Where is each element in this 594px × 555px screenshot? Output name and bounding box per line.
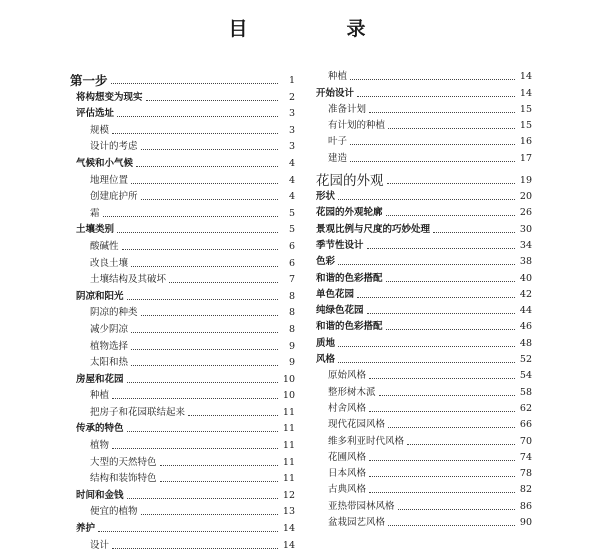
toc-entry-label: 传承的特色 <box>76 423 124 435</box>
toc-entry-page: 11 <box>282 473 295 485</box>
toc-entry-label: 花园的外观 <box>316 172 384 189</box>
toc-entry <box>316 147 532 163</box>
toc-entry-page: 6 <box>288 257 295 269</box>
toc-entry-page: 30 <box>519 223 532 235</box>
toc-entry-label: 种植 <box>90 390 110 402</box>
toc-entry <box>70 368 295 385</box>
toc-entry-page: 15 <box>519 120 532 132</box>
toc-entry-page: 9 <box>288 357 295 369</box>
toc-entry-label: 现代花园风格 <box>328 419 386 431</box>
dot-leader <box>141 514 278 515</box>
toc-entry-label: 种植 <box>328 71 348 83</box>
toc-entry-label: 质地 <box>316 337 336 349</box>
toc-entry-label: 开始设计 <box>316 87 355 99</box>
toc-entry-page: 16 <box>519 136 532 148</box>
toc-entry <box>70 517 295 534</box>
toc-entry <box>70 68 295 86</box>
dot-leader <box>350 161 515 162</box>
toc-entry <box>316 398 532 414</box>
dot-leader <box>141 199 278 200</box>
toc-entry <box>316 316 532 332</box>
dot-leader <box>122 249 278 250</box>
toc-entry <box>70 418 295 435</box>
toc-entry <box>70 451 295 468</box>
toc-entry-page: 11 <box>282 423 295 435</box>
dot-leader <box>433 232 515 233</box>
toc-entry-page: 20 <box>519 191 532 203</box>
toc-entry-label: 准备计划 <box>328 103 367 115</box>
dot-leader <box>136 166 278 167</box>
toc-entry-page: 9 <box>288 340 295 352</box>
dot-leader <box>338 346 515 347</box>
toc-entry-label: 植物 <box>90 440 110 452</box>
toc-entry-page: 78 <box>519 468 532 480</box>
toc-entry-label: 古典风格 <box>328 484 367 496</box>
toc-entry-page: 8 <box>288 290 295 302</box>
toc-entry-label: 花圃风格 <box>328 451 367 463</box>
toc-entry <box>70 352 295 369</box>
toc-entry-label: 阴凉和阳光 <box>76 290 124 302</box>
dot-leader <box>188 415 278 416</box>
toc-entry <box>316 66 532 82</box>
toc-entry <box>316 381 532 397</box>
toc-entry-label: 亚热带园林风格 <box>328 500 395 512</box>
dot-leader <box>117 232 278 233</box>
toc-entry <box>316 284 532 300</box>
toc-entry-label: 将构想变为现实 <box>76 91 143 103</box>
toc-entry-page: 11 <box>282 406 295 418</box>
toc-entry <box>70 302 295 319</box>
toc-entry-page: 14 <box>282 523 295 535</box>
toc-entry-label: 减少阴凉 <box>90 323 129 335</box>
dot-leader <box>350 79 515 80</box>
toc-entry-label: 景观比例与尺度的巧妙处理 <box>316 223 431 235</box>
toc-entry-page: 54 <box>519 370 532 382</box>
dot-leader <box>369 492 515 493</box>
toc-entry-label: 色彩 <box>316 256 336 268</box>
toc-entry-label: 有计划的种植 <box>328 120 386 132</box>
toc-entry-page: 4 <box>288 191 295 203</box>
toc-entry <box>316 479 532 495</box>
toc-entry-page: 10 <box>282 390 295 402</box>
toc-entry <box>316 115 532 131</box>
dot-leader <box>127 382 278 383</box>
toc-entry-label: 第一步 <box>70 73 108 88</box>
toc-entry-label: 太阳和热 <box>90 357 129 369</box>
toc-entry-page: 8 <box>288 323 295 335</box>
dot-leader <box>131 266 278 267</box>
toc-entry-label: 建造 <box>328 152 348 164</box>
toc-entry-page: 14 <box>519 71 532 83</box>
dot-leader <box>131 183 278 184</box>
toc-entry <box>70 501 295 518</box>
toc-entry <box>70 86 295 103</box>
toc-entry <box>70 186 295 203</box>
toc-entry <box>316 99 532 115</box>
toc-entry-page: 3 <box>288 108 295 120</box>
toc-entry-label: 把房子和花园联结起来 <box>90 406 186 418</box>
toc-entry-page: 70 <box>519 435 532 447</box>
dot-leader <box>379 395 515 396</box>
toc-entry <box>70 219 295 236</box>
toc-entry-page: 42 <box>519 288 532 300</box>
toc-entry-label: 土壤结构及其破坏 <box>90 274 167 286</box>
toc-entry-page: 14 <box>282 539 295 551</box>
page-title: 目 录 <box>228 18 406 40</box>
toc-entry <box>316 267 532 283</box>
toc-entry-page: 14 <box>519 87 532 99</box>
dot-leader <box>338 362 515 363</box>
dot-leader <box>112 133 278 134</box>
toc-entry-page: 15 <box>519 103 532 115</box>
toc-entry-page: 86 <box>519 500 532 512</box>
toc-entry-page: 5 <box>288 207 295 219</box>
toc-entry-page: 46 <box>519 321 532 333</box>
dot-leader <box>160 481 278 482</box>
toc-entry-page: 7 <box>288 274 295 286</box>
dot-leader <box>103 216 278 217</box>
dot-leader <box>367 313 515 314</box>
toc-entry-page: 1 <box>288 75 295 86</box>
dot-leader <box>160 465 278 466</box>
dot-leader <box>357 96 515 97</box>
dot-leader <box>146 100 278 101</box>
dot-leader <box>127 498 278 499</box>
toc-entry <box>316 131 532 147</box>
toc-entry-label: 房屋和花园 <box>76 373 124 385</box>
toc-entry-label: 便宜的植物 <box>90 506 138 518</box>
toc-entry <box>70 152 295 169</box>
toc-entry-page: 3 <box>288 141 295 153</box>
toc-entry <box>70 235 295 252</box>
toc-entry-label: 日本风格 <box>328 468 367 480</box>
toc-entry <box>316 463 532 479</box>
dot-leader <box>131 349 278 350</box>
toc-entry-page: 2 <box>288 91 295 103</box>
dot-leader <box>398 509 515 510</box>
dot-leader <box>127 299 278 300</box>
toc-entry-page: 12 <box>282 489 295 501</box>
toc-entry <box>70 385 295 402</box>
dot-leader <box>357 297 515 298</box>
toc-entry-label: 改良土壤 <box>90 257 129 269</box>
toc-entry-label: 盆栽园艺风格 <box>328 517 386 529</box>
toc-entry-label: 结构和装饰特色 <box>90 473 157 485</box>
dot-leader <box>338 264 515 265</box>
toc-entry-page: 52 <box>519 354 532 366</box>
dot-leader <box>387 183 516 184</box>
dot-leader <box>388 427 515 428</box>
toc-entry-label: 形状 <box>316 191 336 203</box>
toc-entry-page: 48 <box>519 337 532 349</box>
toc-entry-label: 大型的天然特色 <box>90 456 157 468</box>
toc-entry-page: 38 <box>519 256 532 268</box>
toc-entry-label: 季节性设计 <box>316 239 364 251</box>
dot-leader <box>111 83 278 84</box>
dot-leader <box>117 116 278 117</box>
toc-entry <box>316 202 532 218</box>
dot-leader <box>350 144 515 145</box>
toc-entry <box>316 349 532 365</box>
toc-entry <box>316 430 532 446</box>
toc-entry-label: 花园的外观轮廓 <box>316 207 383 219</box>
toc-entry-label: 酸碱性 <box>90 240 119 252</box>
toc-entry-page: 82 <box>519 484 532 496</box>
toc-entry <box>316 235 532 251</box>
toc-entry <box>316 82 532 98</box>
dot-leader <box>369 411 515 412</box>
toc-entry-page: 11 <box>282 440 295 452</box>
dot-leader <box>131 365 278 366</box>
toc-entry <box>70 434 295 451</box>
toc-entry-label: 维多利亚时代风格 <box>328 435 405 447</box>
toc-entry-label: 和谐的色彩搭配 <box>316 272 383 284</box>
toc-entry-label: 单色花园 <box>316 288 355 300</box>
toc-entry-label: 土壤类别 <box>76 224 115 236</box>
toc-entry-page: 10 <box>282 373 295 385</box>
toc-entry <box>70 136 295 153</box>
toc-entry <box>70 252 295 269</box>
dot-leader <box>369 112 515 113</box>
toc-entry <box>316 365 532 381</box>
toc-entry-page: 5 <box>288 224 295 236</box>
toc-entry-label: 霜 <box>90 207 100 219</box>
toc-entry-label: 气候和小气候 <box>76 157 134 169</box>
toc-entry-page: 8 <box>288 307 295 319</box>
toc-entry-label: 整形树木派 <box>328 386 376 398</box>
toc-entry <box>70 401 295 418</box>
toc-entry <box>70 169 295 186</box>
toc-entry-page: 66 <box>519 419 532 431</box>
toc-entry <box>70 285 295 302</box>
toc-entry <box>70 269 295 286</box>
dot-leader <box>388 525 515 526</box>
dot-leader <box>131 332 278 333</box>
dot-leader <box>367 248 515 249</box>
dot-leader <box>386 215 515 216</box>
dot-leader <box>169 282 278 283</box>
toc-left-column <box>70 68 295 551</box>
toc-entry-page: 58 <box>519 386 532 398</box>
toc-entry-label: 风格 <box>316 354 336 366</box>
toc-entry <box>316 218 532 234</box>
toc-entry-label: 设计的考虑 <box>90 141 138 153</box>
toc-entry <box>316 447 532 463</box>
toc-entry-page: 90 <box>519 517 532 529</box>
toc-entry-label: 时间和金钱 <box>76 489 124 501</box>
toc-entry <box>70 318 295 335</box>
dot-leader <box>141 315 278 316</box>
toc-entry <box>70 202 295 219</box>
toc-entry <box>316 512 532 528</box>
toc-entry-label: 养护 <box>76 523 96 535</box>
toc-entry-label: 设计 <box>90 539 110 551</box>
toc-entry <box>70 534 295 551</box>
toc-entry <box>316 414 532 430</box>
toc-entry <box>70 103 295 120</box>
toc-entry-page: 4 <box>288 174 295 186</box>
toc-entry-label: 叶子 <box>328 136 348 148</box>
toc-right-column <box>316 66 532 528</box>
dot-leader <box>112 448 278 449</box>
toc-entry-page: 13 <box>282 506 295 518</box>
toc-entry <box>70 484 295 501</box>
dot-leader <box>386 329 515 330</box>
toc-entry-page: 6 <box>288 240 295 252</box>
dot-leader <box>369 476 515 477</box>
toc-entry <box>70 468 295 485</box>
toc-entry <box>70 335 295 352</box>
dot-leader <box>386 281 515 282</box>
dot-leader <box>98 531 278 532</box>
toc-entry-page: 26 <box>519 207 532 219</box>
toc-entry <box>316 251 532 267</box>
toc-entry-label: 和谐的色彩搭配 <box>316 321 383 333</box>
toc-entry <box>316 332 532 348</box>
toc-entry-label: 阴凉的种类 <box>90 307 138 319</box>
toc-entry-page: 11 <box>282 456 295 468</box>
toc-entry-page: 74 <box>519 451 532 463</box>
toc-entry-label: 创建庇护所 <box>90 191 138 203</box>
toc-entry <box>316 300 532 316</box>
toc-entry-page: 40 <box>519 272 532 284</box>
toc-entry <box>316 495 532 511</box>
toc-entry-label: 评估选址 <box>76 108 115 120</box>
dot-leader <box>388 128 515 129</box>
toc-entry-page: 17 <box>519 152 532 164</box>
toc-entry-page: 4 <box>288 157 295 169</box>
toc-entry-page: 19 <box>519 174 532 186</box>
dot-leader <box>141 149 278 150</box>
toc-entry-label: 植物选择 <box>90 340 129 352</box>
toc-entry-label: 原始风格 <box>328 370 367 382</box>
toc-entry-label: 规模 <box>90 124 110 136</box>
toc-entry-label: 村舍风格 <box>328 402 367 414</box>
dot-leader <box>112 548 278 549</box>
toc-entry-page: 44 <box>519 305 532 317</box>
toc-entry <box>316 164 532 189</box>
toc-entry-page: 3 <box>288 124 295 136</box>
dot-leader <box>112 398 278 399</box>
dot-leader <box>369 460 515 461</box>
toc-entry-page: 34 <box>519 239 532 251</box>
toc-entry-label: 地理位置 <box>90 174 129 186</box>
dot-leader <box>338 199 515 200</box>
dot-leader <box>407 444 515 445</box>
toc-entry <box>70 119 295 136</box>
dot-leader <box>127 431 278 432</box>
toc-entry-page: 62 <box>519 402 532 414</box>
toc-entry-label: 纯绿色花园 <box>316 305 364 317</box>
dot-leader <box>369 378 515 379</box>
